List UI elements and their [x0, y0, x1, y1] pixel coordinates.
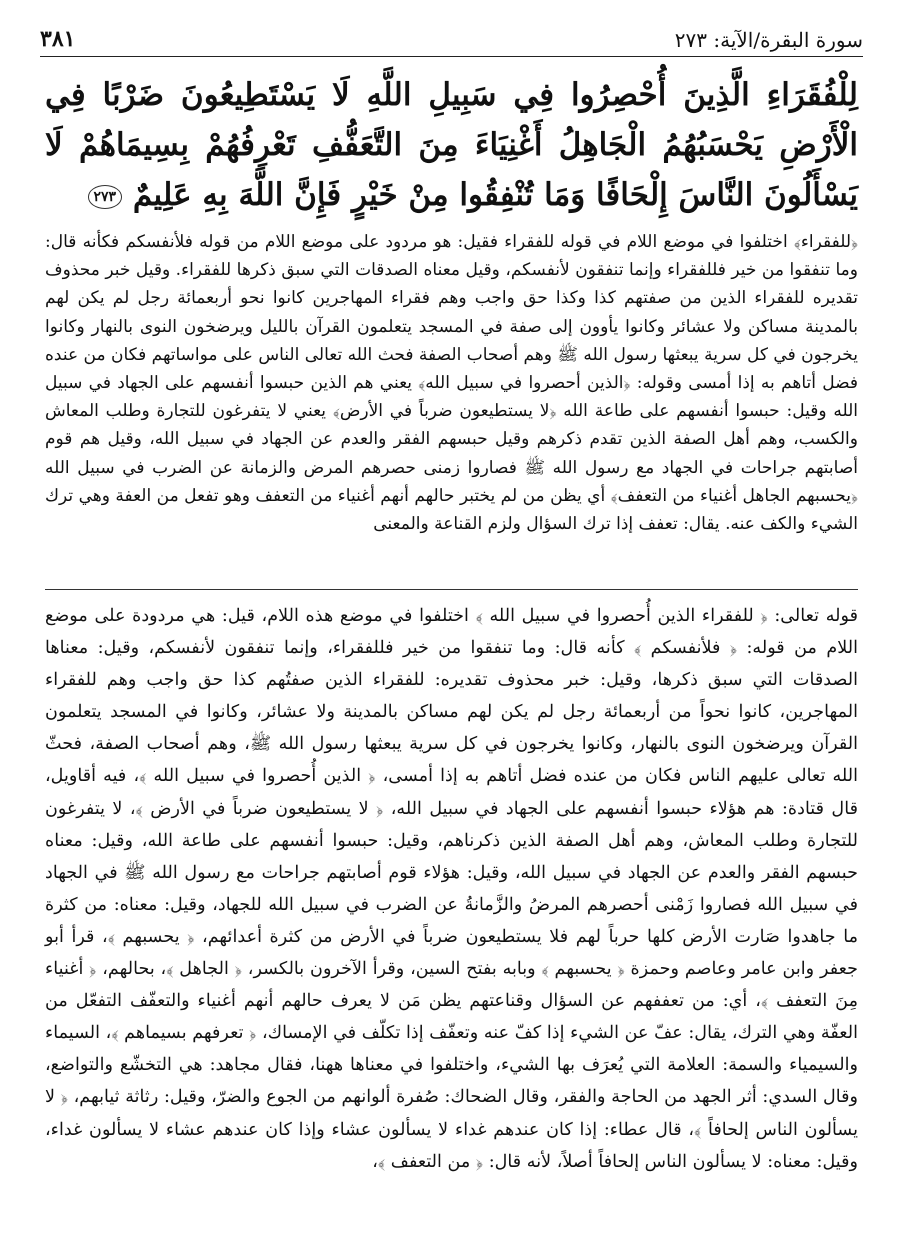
tafsir-upper: ﴿للفقراء﴾ اختلفوا في موضع اللام في قوله للفقراء فقيل: هو مردود على موضع اللام من قوله فلأنفسكم فكأنه قال: وما تنفقوا من خير فللفقراء وإنما تنفقون لأنفسكم، وقيل معناه الصدقات التي سبق ذكرها للفقراء. وقيل خبر محذوف تقديره للفقراء الذين من صفتهم كذا وكذا حق واجب وهم فقراء المهاجرين كانوا نحو أربعمائة رجل لم يكن لهم بالمدينة مساكن ولا عشائر وكانوا يأوون إلى صفة في المسجد يتعلمون القرآن بالليل ويرضخون النوى بالنهار وكانوا يخرجون في كل سرية يبعثها رسول الله ﷺ وهم أصحاب الصفة فحث الله تعالى الناس على مواساتهم فكان من عنده فضل أتاهم به إذا أمسى وقوله: ﴿الذين أحصروا في سبيل الله﴾ يعني هم الذين حبسوا أنفسهم على الجهاد في سبيل الله وقيل: حبسوا أنفسهم على طاعة الله ﴿لا يستطيعون ضرباً في الأرض﴾ يعني لا يتفرغون للتجارة وطلب المعاش والكسب، وهم أهل الصفة الذين تقدم ذكرهم وقيل حبسهم الفقر والعدم عن الجهاد في سبيل الله، وقيل هم قوم أصابتهم جراحات في الجهاد مع رسول الله ﷺ فصاروا زمنى حصرهم المرض والزمانة عن الضرب في سبيل الله ﴿يحسبهم الجاهل أغنياء من التعفف﴾ أي يظن من لم يختبر حالهم أنهم أغنياء من التعفف وهو تفعل من العفة وهي ترك الشيء والكف عنه. يقال: تعفف إذا ترك السؤال ولزم القناعة والمعنى	[45, 232, 859, 535]
surah-reference: سورة البقرة/الآية: ٢٧٣	[674, 28, 863, 52]
page-number: ٣٨١	[40, 26, 76, 52]
ayah-number-marker: ٢٧٣	[88, 185, 123, 209]
verse-text: لِلْفُقَرَاءِ الَّذِينَ أُحْصِرُوا فِي سَبِيلِ اللَّهِ لَا يَسْتَطِيعُونَ ضَرْبًا فِي الْأَرْضِ يَحْسَبُهُمُ الْجَاهِلُ أَغْنِيَاءَ مِنَ التَّعَفُّفِ تَعْرِفُهُمْ بِسِيمَاهُمْ لَا يَسْأَلُونَ النَّاسَ إِلْحَافًا وَمَا تُنْفِقُوا مِنْ خَيْرٍ فَإِنَّ اللَّهَ بِهِ عَلِيمٌ	[45, 77, 858, 213]
page-header	[40, 22, 863, 57]
quran-verse	[45, 70, 858, 220]
tafsir-lower: قوله تعالى: ﴿ للفقراء الذين أُحصروا في سبيل الله ﴾ اختلفوا في موضع هذه اللام، قيل: هي مردودة على موضع اللام من قوله: ﴿ فلأنفسكم ﴾ كأنه قال: وما تنفقوا من خير فللفقراء، وإنما تنفقون لأنفسكم، وقيل: معناها الصدقات التي سبق ذكرها، وقيل: خبر محذوف تقديره: للفقراء الذين صفتُهم كذا حق واجب وهم للفقراء المهاجرين، كانوا نحواً من أربعمائة رجل لم يكن لهم مساكن بالمدينة ولا عشائر، وكانوا في المسجد يتعلمون القرآن ويرضخون النوى بالنهار، وكانوا يخرجون في كل سرية يبعثها رسول الله ﷺ، وهم أصحاب الصفة، فحثّ الله تعالى عليهم الناس فكان من عنده فضل أتاهم به إذا أمسى، ﴿ الذين أُحصروا في سبيل الله ﴾، فيه أقاويل، قال قتادة: هم هؤلاء حبسوا أنفسهم على الجهاد في سبيل الله، ﴿ لا يستطيعون ضرباً في الأرض ﴾، لا يتفرغون للتجارة وطلب المعاش، وهم أهل الصفة الذين ذكرناهم، وقيل: حبسوا أنفسهم على طاعة الله، وقيل: معناه حبسهم الفقر والعدم عن الجهاد في سبيل الله، وقيل: هؤلاء قوم أصابتهم جراحات مع رسول الله ﷺ في الجهاد في سبيل الله فصاروا زَمْنى أحصرهم المرضُ والزَّمانةُ عن الضرب في سبيل الله للجهاد، وقيل: معناه: من كثرة ما جاهدوا صَارت الأرض كلها حرباً لهم فلا يستطيعون ضرباً في الأرض من كثرة أعدائهم، ﴿ يحسبهم ﴾، قرأ أبو جعفر وابن عامر وعاصم وحمزة ﴿ يحسبهم ﴾ وبابه بفتح السين، وقرأ الآخرون بالكسر، ﴿ الجاهل ﴾، بحالهم، ﴿ أغنياء مِنَ التعفف ﴾، أي: من تعففهم عن السؤال وقناعتهم يظن مَن لا يعرف حالهم أنهم أغنياء والتعفّف التفعّل من العفّة وهي الترك، يقال: عفّ عن الشيء إذا كفّ عنه وتعفّف إذا تكلّف في الإمساك، ﴿ تعرفهم بسيماهم ﴾، السيماء والسيمياء والسمة: العلامة التي يُعرَف بها الشيء، واختلفوا في معناها ههنا، فقال مجاهد: هي التخشّع والتواضع، وقال السدي: أثر الجهد من الحاجة والفقر، وقال الضحاك: صُفرة ألوانهم من الجوع والضرّ، وقيل: رثاثة ثيابهم، ﴿ لا يسألون الناس إلحافاً ﴾، قال عطاء: إذا كان عندهم غداء لا يسألون عشاء وإذا كان عندهم عشاء لا يسألون غداء، وقيل: معناه: لا يسألون الناس إلحافاً أصلاً، لأنه قال: ﴿ من التعفف ﴾،	[45, 606, 858, 1172]
section-divider	[45, 589, 858, 590]
